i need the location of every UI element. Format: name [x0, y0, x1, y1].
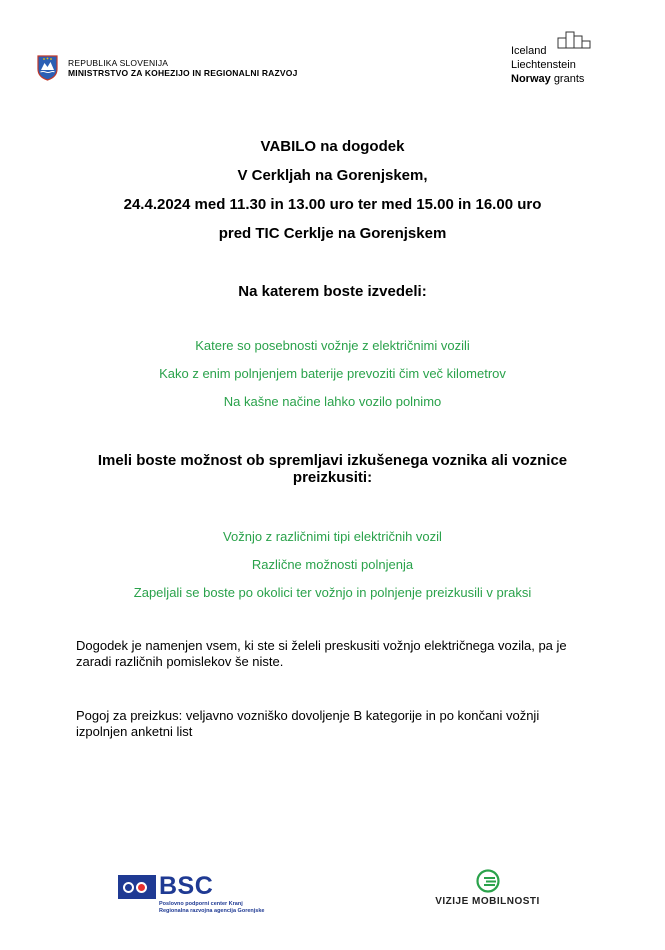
grants-iceland: Iceland — [511, 45, 547, 57]
condition-line: izpolnjen anketni list — [76, 724, 193, 739]
bsc-subtitle — [159, 901, 264, 915]
bsc-name: BSC — [159, 872, 214, 900]
section1-heading: Na katerem boste izvedeli: — [238, 283, 427, 300]
invitation-datetime: 24.4.2024 med 11.30 in 13.00 uro ter med 15.00 in 16.00 uro — [123, 196, 542, 213]
condition-paragraph — [76, 708, 606, 740]
section2-item: Zapeljali se boste po okolici ter vožnjo in polnjenje preizkusili v praksi — [133, 585, 532, 600]
section1-item: Na kašne načine lahko vozilo polnimo — [223, 394, 442, 409]
invitation-title: VABILO na dogodek — [260, 138, 405, 155]
grants-liechtenstein: Liechtenstein — [511, 59, 576, 71]
section1-item: Kako z enim polnjenjem baterije prevoziti čim več kilometrov — [159, 366, 506, 381]
grants-word: grants — [553, 73, 585, 85]
condition-line: Pogoj za preizkus: veljavno vozniško dovoljenje B kategorije in po končani vožnji — [76, 708, 540, 723]
bsc-logo — [118, 872, 268, 917]
invitation-location: V Cerkljah na Gorenjskem, — [237, 167, 428, 184]
vizije-mobilnosti-logo — [430, 868, 545, 913]
grants-norway: Norway — [511, 73, 551, 85]
section2-heading-cont: preizkusiti: — [292, 469, 373, 486]
bsc-subtitle-line: Regionalna razvojna agencija Gorenjske — [159, 908, 265, 914]
invitation-place: pred TIC Cerklje na Gorenjskem — [218, 225, 447, 242]
section1-item: Katere so posebnosti vožnje z električnimi vozili — [195, 338, 470, 353]
slovenia-coat-of-arms-icon — [37, 55, 58, 81]
bsc-subtitle-line: Poslovno podporni center Kranj — [159, 901, 243, 907]
audience-line: Dogodek je namenjen vsem, ki ste si želeli preskusiti vožnjo električnega vozila, pa je — [76, 638, 567, 653]
vizije-name: VIZIJE MOBILNOSTI — [435, 896, 540, 907]
bsc-mark-icon — [118, 875, 156, 899]
ministry-logo — [37, 55, 298, 81]
section2-item: Vožnjo z različnimi tipi električnih vozil — [223, 529, 442, 544]
ministry-name: MINISTRSTVO ZA KOHEZIJO IN REGIONALNI RAZVOJ — [68, 67, 298, 78]
ministry-country: REPUBLIKA SLOVENIJA — [68, 57, 169, 68]
eea-grants-logo — [511, 30, 601, 90]
section2-item: Različne možnosti polnjenja — [251, 557, 414, 572]
audience-line: zaradi različnih pomislekov še niste. — [76, 654, 284, 669]
audience-paragraph — [76, 638, 606, 670]
vizije-circle-icon — [475, 868, 501, 894]
section2-heading: Imeli boste možnost ob spremljavi izkušenega voznika ali voznice — [97, 452, 568, 469]
